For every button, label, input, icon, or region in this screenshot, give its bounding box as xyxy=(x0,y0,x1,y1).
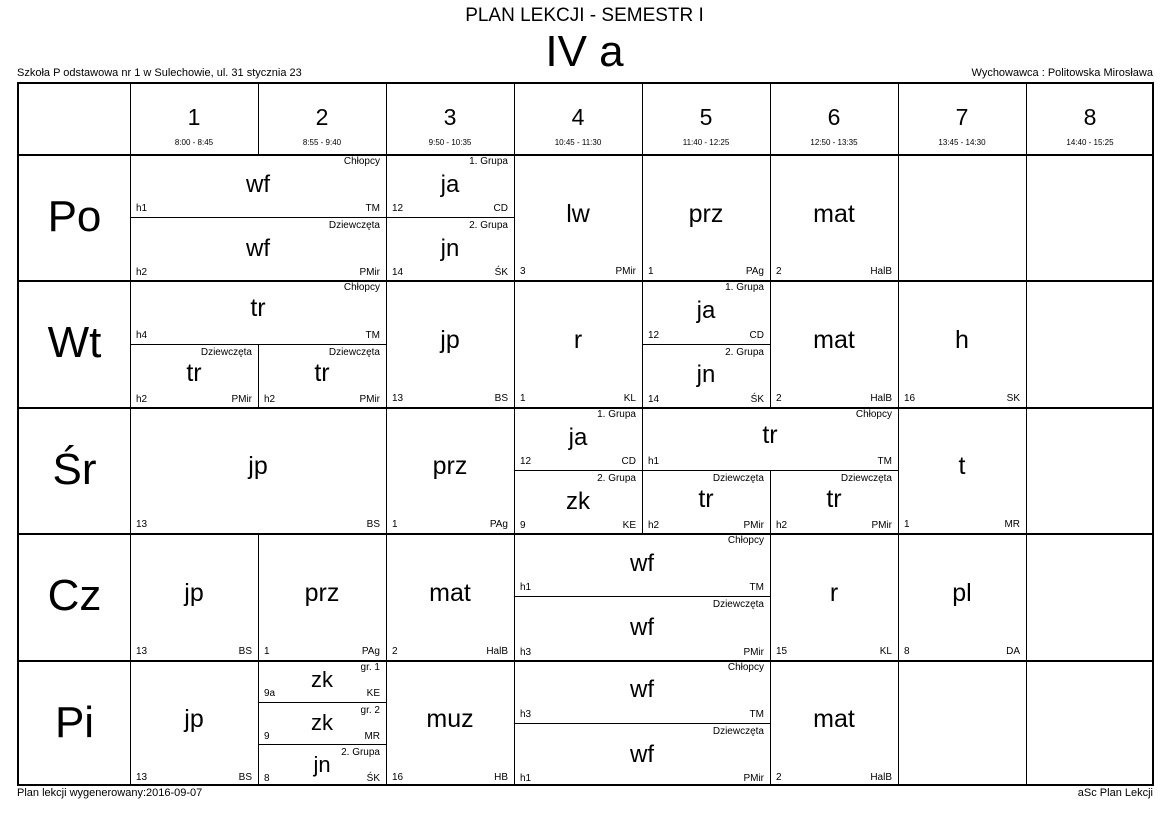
teacher-code: CD xyxy=(621,455,636,467)
teacher-code: CD xyxy=(493,203,508,215)
subject-name: r xyxy=(829,578,839,607)
room-number: 13 xyxy=(392,392,404,404)
teacher-code: KE xyxy=(366,687,380,699)
lesson-cell xyxy=(514,280,642,406)
room-number: 16 xyxy=(904,392,916,404)
teacher-code: ŚK xyxy=(494,267,508,279)
lesson-cell xyxy=(130,660,258,786)
group-label: Dziewczęta xyxy=(712,473,764,484)
day-label: Wt xyxy=(47,318,102,368)
period-time: 14:40 - 15:25 xyxy=(1066,138,1114,147)
room-number: 13 xyxy=(136,771,148,783)
teacher-code: TM xyxy=(749,582,764,594)
lesson-cell xyxy=(386,154,514,217)
subject-name: prz xyxy=(304,578,340,607)
teacher-code: PMir xyxy=(231,393,252,405)
lesson-cell xyxy=(898,533,1026,659)
lesson-cell xyxy=(514,723,770,786)
teacher-code: TM xyxy=(365,203,380,215)
room-number: 2 xyxy=(776,266,782,278)
lesson-cell xyxy=(386,533,514,659)
day-label: Pi xyxy=(54,697,95,747)
lesson-cell xyxy=(258,744,386,786)
lesson-cell xyxy=(642,344,770,407)
room-number: h1 xyxy=(648,455,660,467)
subject-name: tr xyxy=(186,358,202,387)
subject-name: tr xyxy=(826,485,842,514)
room-number: 14 xyxy=(648,393,660,405)
lesson-cell xyxy=(386,660,514,786)
period-number: 5 xyxy=(699,104,713,130)
room-number: 16 xyxy=(392,771,404,783)
subject-name: prz xyxy=(688,199,724,228)
room-number: h3 xyxy=(520,646,532,658)
room-number: h1 xyxy=(520,582,532,594)
teacher-code: SK xyxy=(1006,392,1020,404)
room-number: 2 xyxy=(776,392,782,404)
cell-divider xyxy=(1026,407,1027,533)
period-time: 9:50 - 10:35 xyxy=(428,138,472,147)
teacher-code: BS xyxy=(238,771,252,783)
cell-divider xyxy=(898,154,899,280)
teacher-code: MR xyxy=(364,730,380,742)
cell-divider xyxy=(1026,533,1027,659)
subject-name: wf xyxy=(630,676,654,704)
day-label: Śr xyxy=(52,444,97,494)
room-number: 12 xyxy=(648,329,660,341)
teacher-code: KL xyxy=(623,392,636,404)
group-label: 2. Grupa xyxy=(597,473,636,484)
subject-name: tr xyxy=(762,420,778,449)
group-label: Dziewczęta xyxy=(200,346,252,358)
group-label: 1. Grupa xyxy=(725,282,764,294)
group-label: Chłopcy xyxy=(855,408,892,420)
group-label: Dziewczęta xyxy=(840,473,892,484)
class-name: IV a xyxy=(545,27,624,76)
period-header-1 xyxy=(130,84,258,154)
room-number: 8 xyxy=(264,772,270,784)
subject-name: mat xyxy=(429,578,471,607)
subject-name: jn xyxy=(440,234,460,262)
subject-name: ja xyxy=(568,423,588,451)
teacher-code: ŚK xyxy=(750,393,764,405)
room-number: 13 xyxy=(136,519,148,531)
room-number: h4 xyxy=(136,329,148,341)
subject-name: zk xyxy=(311,667,333,693)
teacher-code: BS xyxy=(238,645,252,657)
period-header-7 xyxy=(898,84,1026,154)
period-number: 4 xyxy=(571,104,585,130)
room-number: h2 xyxy=(648,520,660,532)
lesson-cell xyxy=(386,280,514,406)
teacher-code: HalB xyxy=(870,266,892,278)
period-header-6 xyxy=(770,84,898,154)
subject-name: jn xyxy=(313,752,331,778)
subject-name: prz xyxy=(432,452,468,481)
cell-divider xyxy=(1026,280,1027,406)
room-number: h2 xyxy=(264,393,276,405)
lesson-cell xyxy=(258,344,386,407)
group-label: 2. Grupa xyxy=(469,220,508,232)
lesson-cell xyxy=(130,154,386,217)
cell-divider xyxy=(1026,660,1027,786)
room-number: 12 xyxy=(520,455,532,467)
lesson-cell xyxy=(642,470,770,533)
subject-name: h xyxy=(955,326,969,355)
teacher-code: BS xyxy=(366,519,380,531)
period-time: 10:45 - 11:30 xyxy=(554,138,602,147)
teacher-code: PMir xyxy=(743,772,764,784)
teacher-code: ŚK xyxy=(366,772,380,784)
room-number: 1 xyxy=(520,392,526,404)
subject-name: lw xyxy=(566,199,590,228)
subject-name: tr xyxy=(314,358,330,387)
subject-name: jp xyxy=(184,578,204,607)
teacher-code: PMir xyxy=(871,520,892,532)
day-label: Po xyxy=(47,192,102,241)
subject-name: zk xyxy=(311,710,333,736)
teacher-code: TM xyxy=(365,329,380,341)
lesson-cell xyxy=(130,344,258,407)
period-number: 3 xyxy=(443,104,457,130)
period-time: 8:55 - 9:40 xyxy=(302,138,342,147)
room-number: 13 xyxy=(136,645,148,657)
teacher-code: MR xyxy=(1004,519,1020,531)
lesson-cell xyxy=(514,596,770,659)
group-label: Chłopcy xyxy=(727,535,764,547)
subject-name: jp xyxy=(248,452,268,481)
period-number: 8 xyxy=(1083,104,1097,130)
lesson-cell xyxy=(898,407,1026,533)
room-number: 2 xyxy=(776,771,782,783)
teacher-code: PAg xyxy=(361,645,380,657)
group-label: Dziewczęta xyxy=(712,599,764,611)
lesson-cell xyxy=(258,702,386,744)
subject-name: jp xyxy=(184,705,204,734)
lesson-cell xyxy=(642,407,898,470)
lesson-cell xyxy=(130,407,386,533)
page-title: PLAN LEKCJI - SEMESTR I xyxy=(465,5,704,26)
lesson-cell xyxy=(514,154,642,280)
teacher-code: HalB xyxy=(486,645,508,657)
group-label: Dziewczęta xyxy=(328,220,380,232)
room-number: 1 xyxy=(648,266,654,278)
room-number: h1 xyxy=(136,203,148,215)
period-number: 6 xyxy=(827,104,841,130)
room-number: 15 xyxy=(776,645,788,657)
group-label: 2. Grupa xyxy=(725,346,764,358)
period-number: 7 xyxy=(955,104,969,130)
period-time: 12:50 - 13:35 xyxy=(810,138,858,147)
lesson-cell xyxy=(258,533,386,659)
teacher-code: CD xyxy=(749,329,764,341)
group-label: gr. 1 xyxy=(360,661,380,673)
cell-divider xyxy=(1026,154,1027,280)
room-number: h1 xyxy=(520,772,532,784)
teacher-code: PAg xyxy=(745,266,764,278)
teacher-code: PMir xyxy=(743,520,764,532)
subject-name: mat xyxy=(813,199,855,228)
lesson-cell xyxy=(770,533,898,659)
group-label: Dziewczęta xyxy=(328,346,380,358)
subject-name: ja xyxy=(440,170,460,198)
class-teacher: Wychowawca : Politowska Mirosława xyxy=(971,67,1153,79)
lesson-cell xyxy=(514,660,770,723)
lesson-cell xyxy=(770,660,898,786)
period-header-8 xyxy=(1026,84,1154,154)
period-header-3 xyxy=(386,84,514,154)
teacher-code: HalB xyxy=(870,771,892,783)
lesson-cell xyxy=(130,217,386,280)
subject-name: tr xyxy=(250,294,266,323)
period-time: 8:00 - 8:45 xyxy=(174,138,214,147)
group-label: 2. Grupa xyxy=(341,746,380,758)
period-time: 11:40 - 12:25 xyxy=(682,138,730,147)
group-label: Chłopcy xyxy=(727,661,764,673)
room-number: 14 xyxy=(392,267,404,279)
subject-name: wf xyxy=(630,740,654,768)
room-number: 9 xyxy=(520,520,526,532)
lesson-cell xyxy=(770,154,898,280)
teacher-code: PMir xyxy=(615,266,636,278)
subject-name: wf xyxy=(246,234,270,262)
group-label: Chłopcy xyxy=(343,156,380,167)
generated-date: Plan lekcji wygenerowany:2016-09-07 xyxy=(17,787,203,799)
teacher-code: KL xyxy=(879,645,892,657)
room-number: h3 xyxy=(520,708,532,720)
lesson-cell xyxy=(386,217,514,280)
room-number: h2 xyxy=(136,267,148,279)
room-number: 3 xyxy=(520,266,526,278)
room-number: h2 xyxy=(136,393,148,405)
room-number: h2 xyxy=(776,520,788,532)
column-divider xyxy=(514,84,515,154)
lesson-cell xyxy=(770,280,898,406)
teacher-code: HalB xyxy=(870,392,892,404)
subject-name: jp xyxy=(440,326,460,355)
group-label: gr. 2 xyxy=(360,704,380,716)
teacher-code: TM xyxy=(877,455,892,467)
room-number: 1 xyxy=(264,645,270,657)
room-number: 9a xyxy=(264,687,276,699)
lesson-cell xyxy=(514,470,642,533)
teacher-code: TM xyxy=(749,708,764,720)
period-number: 2 xyxy=(315,104,329,130)
column-divider xyxy=(642,84,643,154)
period-header-2 xyxy=(258,84,386,154)
lesson-cell xyxy=(130,533,258,659)
column-divider xyxy=(770,84,771,154)
subject-name: mat xyxy=(813,326,855,355)
teacher-code: PAg xyxy=(489,519,508,531)
period-number: 1 xyxy=(187,104,201,130)
column-divider xyxy=(1026,84,1027,154)
subject-name: wf xyxy=(630,549,654,577)
subject-name: wf xyxy=(246,170,270,198)
timetable-grid xyxy=(17,82,1154,786)
room-number: 2 xyxy=(392,645,398,657)
teacher-code: KE xyxy=(622,520,636,532)
room-number: 8 xyxy=(904,645,910,657)
column-divider xyxy=(898,84,899,154)
column-divider xyxy=(258,84,259,154)
subject-name: jn xyxy=(696,361,716,389)
group-label: 1. Grupa xyxy=(597,408,636,420)
group-label: 1. Grupa xyxy=(469,156,508,167)
subject-name: r xyxy=(573,326,583,355)
lesson-cell xyxy=(770,470,898,533)
subject-name: t xyxy=(958,452,966,481)
school-name: Szkoła P odstawowa nr 1 w Sulechowie, ul. 31 stycznia 23 xyxy=(17,67,302,79)
group-label: Chłopcy xyxy=(343,282,380,294)
subject-name: mat xyxy=(813,705,855,734)
software-name: aSc Plan Lekcji xyxy=(1077,787,1153,799)
period-time: 13:45 - 14:30 xyxy=(938,138,986,147)
subject-name: tr xyxy=(698,485,714,514)
subject-name: zk xyxy=(566,487,590,515)
lesson-cell xyxy=(258,660,386,702)
subject-name: ja xyxy=(696,297,716,325)
room-number: 1 xyxy=(904,519,910,531)
subject-name: muz xyxy=(426,705,474,734)
teacher-code: PMir xyxy=(359,267,380,279)
lesson-cell xyxy=(642,154,770,280)
room-number: 9 xyxy=(264,730,270,742)
period-header-4 xyxy=(514,84,642,154)
lesson-cell xyxy=(898,280,1026,406)
group-label: Dziewczęta xyxy=(712,725,764,737)
column-divider xyxy=(386,84,387,154)
lesson-cell xyxy=(514,407,642,470)
teacher-code: BS xyxy=(494,392,508,404)
lesson-cell xyxy=(514,533,770,596)
teacher-code: DA xyxy=(1006,645,1020,657)
period-header-5 xyxy=(642,84,770,154)
subject-name: pl xyxy=(952,578,972,607)
lesson-cell xyxy=(386,407,514,533)
subject-name: wf xyxy=(630,614,654,642)
room-number: 1 xyxy=(392,519,398,531)
cell-divider xyxy=(898,660,899,786)
room-number: 12 xyxy=(392,203,404,215)
teacher-code: PMir xyxy=(743,646,764,658)
teacher-code: PMir xyxy=(359,393,380,405)
day-label: Cz xyxy=(47,571,102,621)
lesson-cell xyxy=(642,280,770,343)
teacher-code: HB xyxy=(494,771,508,783)
lesson-cell xyxy=(130,280,386,343)
